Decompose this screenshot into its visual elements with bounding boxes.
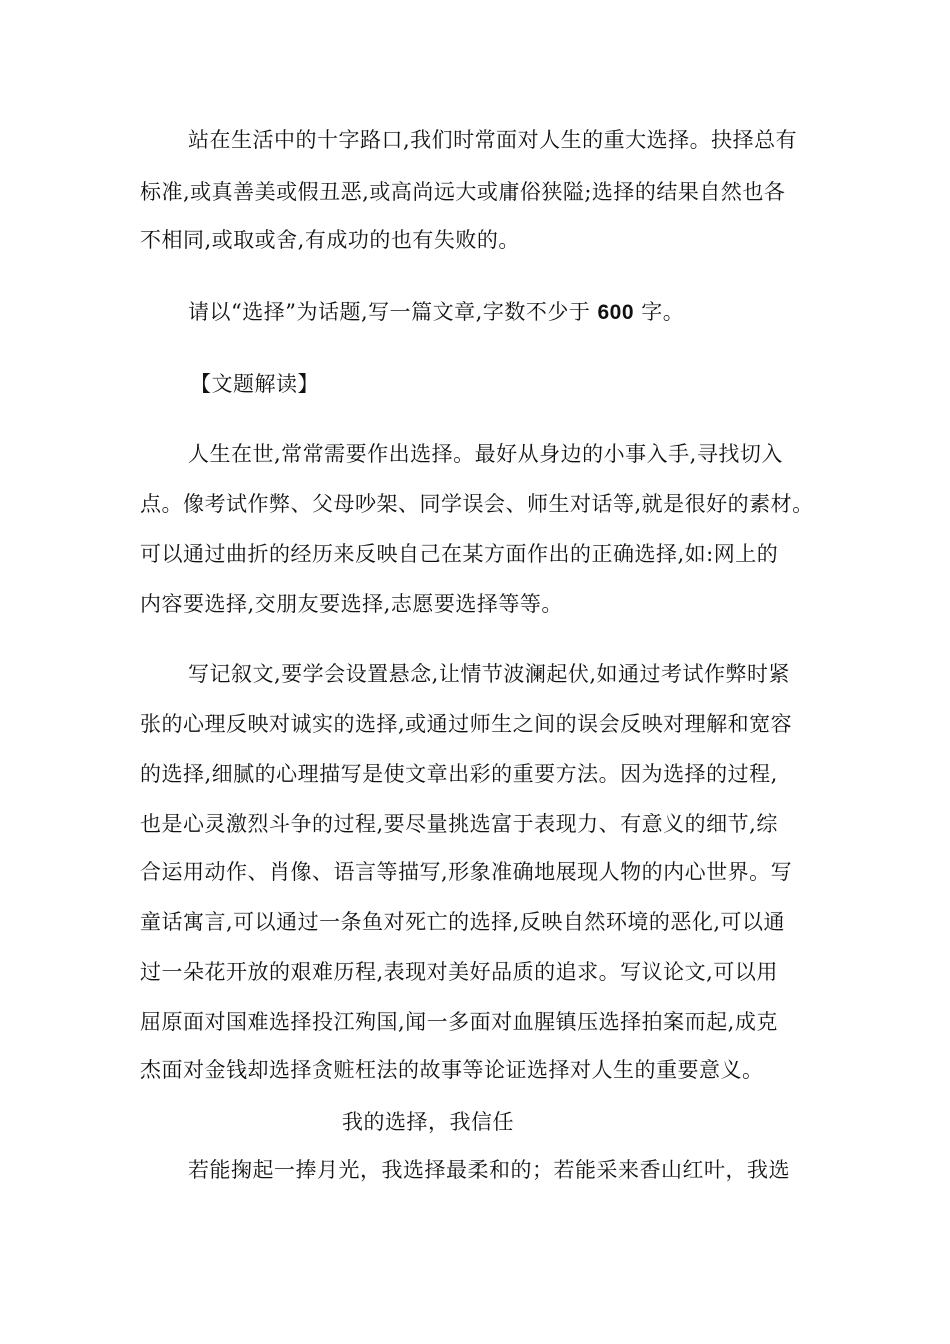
paragraph-4-line-8: 屈原面对国难选择投江殉国,闻一多面对血腥镇压选择拍案而起,成克 (140, 1010, 778, 1034)
essay-title: 我的选择，我信任 (342, 1110, 514, 1134)
paragraph-1-line-2: 标准,或真善美或假丑恶,或高尚远大或庸俗狭隘;选择的结果自然也各 (140, 180, 786, 204)
paragraph-1-line-3: 不相同,或取或舍,有成功的也有失败的。 (140, 228, 520, 252)
paragraph-4-line-4: 也是心灵激烈斗争的过程,要尽量挑选富于表现力、有意义的细节,综 (140, 812, 778, 836)
paragraph-3-line-3: 可以通过曲折的经历来反映自己在某方面作出的正确选择,如:网上的 (140, 542, 779, 566)
paragraph-4-line-9: 杰面对金钱却选择贪赃枉法的故事等论证选择对人生的重要意义。 (140, 1058, 764, 1082)
section-heading: 【文题解读】 (190, 372, 319, 396)
paragraph-4-line-6: 童话寓言,可以通过一条鱼对死亡的选择,反映自然环境的恶化,可以通 (140, 910, 786, 934)
paragraph-3-line-1: 人生在世,常常需要作出选择。最好从身边的小事入手,寻找切入 (188, 442, 783, 466)
paragraph-4-line-5: 合运用动作、肖像、语言等描写,形象准确地展现人物的内心世界。写 (140, 860, 793, 884)
paragraph-1-line-1: 站在生活中的十字路口,我们时常面对人生的重大选择。抉择总有 (188, 128, 798, 152)
paragraph-4-line-1: 写记叙文,要学会设置悬念,让情节波澜起伏,如通过考试作弊时紧 (188, 662, 791, 686)
word-count-number: 600 (597, 301, 635, 324)
prompt-text-before: 请以“选择”为话题,写一篇文章,字数不少于 (188, 300, 598, 324)
paragraph-3-line-4: 内容要选择,交朋友要选择,志愿要选择等等。 (140, 592, 563, 616)
paragraph-2 (188, 298, 684, 327)
paragraph-3-line-2: 点。像考试作弊、父母吵架、同学误会、师生对话等,就是很好的素材。 (140, 492, 814, 516)
essay-paragraph-1-line-1: 若能掬起一捧月光，我选择最柔和的；若能采来香山红叶，我选 (188, 1158, 790, 1182)
prompt-text-after: 字。 (634, 300, 685, 324)
paragraph-4-line-3: 的选择,细腻的心理描写是使文章出彩的重要方法。因为选择的过程, (140, 762, 778, 786)
paragraph-4-line-2: 张的心理反映对诚实的选择,或通过师生之间的误会反映对理解和宽容 (140, 712, 793, 736)
paragraph-4-line-7: 过一朵花开放的艰难历程,表现对美好品质的追求。写议论文,可以用 (140, 960, 778, 984)
